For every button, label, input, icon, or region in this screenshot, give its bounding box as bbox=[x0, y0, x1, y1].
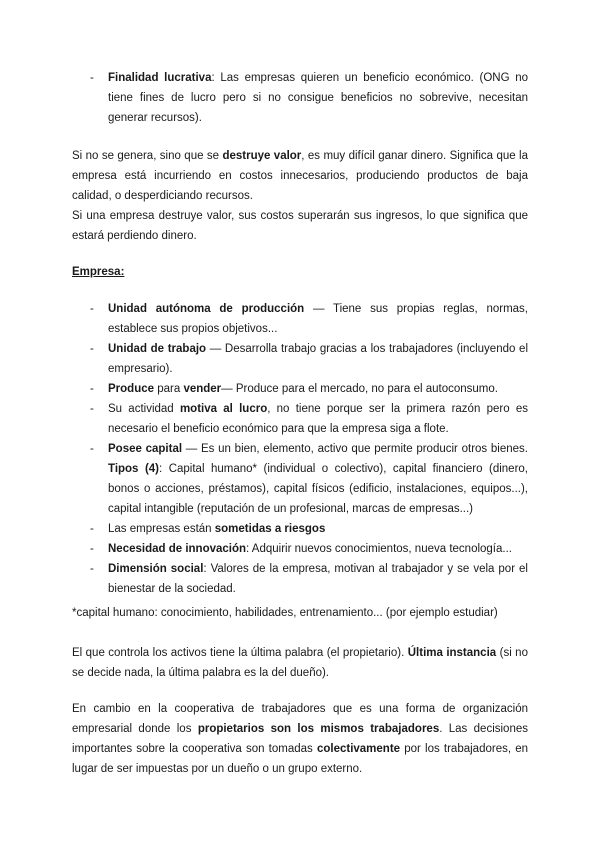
top-list bbox=[72, 68, 528, 128]
item-text: : Las empresas quieren un beneficio económico. (ONG no tiene fines de lucro pero si no consigue beneficios no sobrevive, necesitan generar recursos). bbox=[108, 72, 528, 124]
list-item: - Las empresas están sometidas a riesgos bbox=[72, 519, 528, 539]
list-dash: - bbox=[90, 383, 94, 395]
list-item: - Unidad de trabajo — Desarrolla trabajo gracias a los trabajadores (incluyendo el empresario). bbox=[72, 339, 528, 379]
list-dash: - bbox=[90, 443, 94, 455]
list-item bbox=[72, 68, 528, 128]
paragraph-control: El que controla los activos tiene la última palabra (el propietario). Última instancia (si no se decide nada, la última palabra es la del dueño). bbox=[72, 647, 528, 679]
list-dash: - bbox=[90, 523, 94, 535]
paragraph-valor: Si una empresa destruye valor, sus costos superarán sus ingresos, lo que significa que estará perdiendo dinero. bbox=[72, 210, 528, 242]
list-dash: - bbox=[90, 543, 94, 555]
item-term: Finalidad lucrativa bbox=[108, 72, 212, 84]
empresa-list bbox=[72, 299, 528, 599]
paragraph-cooperativa: En cambio en la cooperativa de trabajadores que es una forma de organización empresarial donde los propietarios son los mismos trabajadores. Las decisiones importantes sobre la cooperativa son tomadas colectivamente por los trabajadores, en lugar de ser impuestas por un dueño o un grupo externo. bbox=[72, 703, 528, 775]
footnote: *capital humano: conocimiento, habilidades, entrenamiento... (por ejemplo estudiar) bbox=[72, 607, 498, 619]
list-item: - Su actividad motiva al lucro, no tiene porque ser la primera razón pero es necesario el beneficio económico para que la empresa siga a flote. bbox=[72, 399, 528, 439]
list-dash: - bbox=[90, 72, 94, 84]
list-dash: - bbox=[90, 563, 94, 575]
list-item: - Unidad autónoma de producción — Tiene sus propias reglas, normas, establece sus propios objetivos... bbox=[72, 299, 528, 339]
list-item: - Posee capital — Es un bien, elemento, activo que permite producir otros bienes. Tipos (4): Capital humano* (individual o colectivo), capital financiero (dinero, bonos o acciones, préstamos), capital físicos (edificio, instalaciones, equipos...), capital intangible (reputación de un profesional, marcas de empresas...) bbox=[72, 439, 528, 519]
paragraph-destruye: Si no se genera, sino que se destruye valor, es muy difícil ganar dinero. Significa que la empresa está incurriendo en costos innecesarios, produciendo productos de baja calidad, o desperdiciando recursos. bbox=[72, 150, 529, 202]
list-dash: - bbox=[90, 403, 94, 415]
list-item: - Necesidad de innovación: Adquirir nuevos conocimientos, nueva tecnología... bbox=[72, 539, 528, 559]
list-item: - Dimensión social: Valores de la empresa, motivan al trabajador y se vela por el bienestar de la sociedad. bbox=[72, 559, 528, 599]
section-heading: Empresa: bbox=[72, 266, 125, 278]
list-item: - Produce para vender— Produce para el mercado, no para el autoconsumo. bbox=[72, 379, 528, 399]
list-dash: - bbox=[90, 303, 94, 315]
list-dash: - bbox=[90, 343, 94, 355]
